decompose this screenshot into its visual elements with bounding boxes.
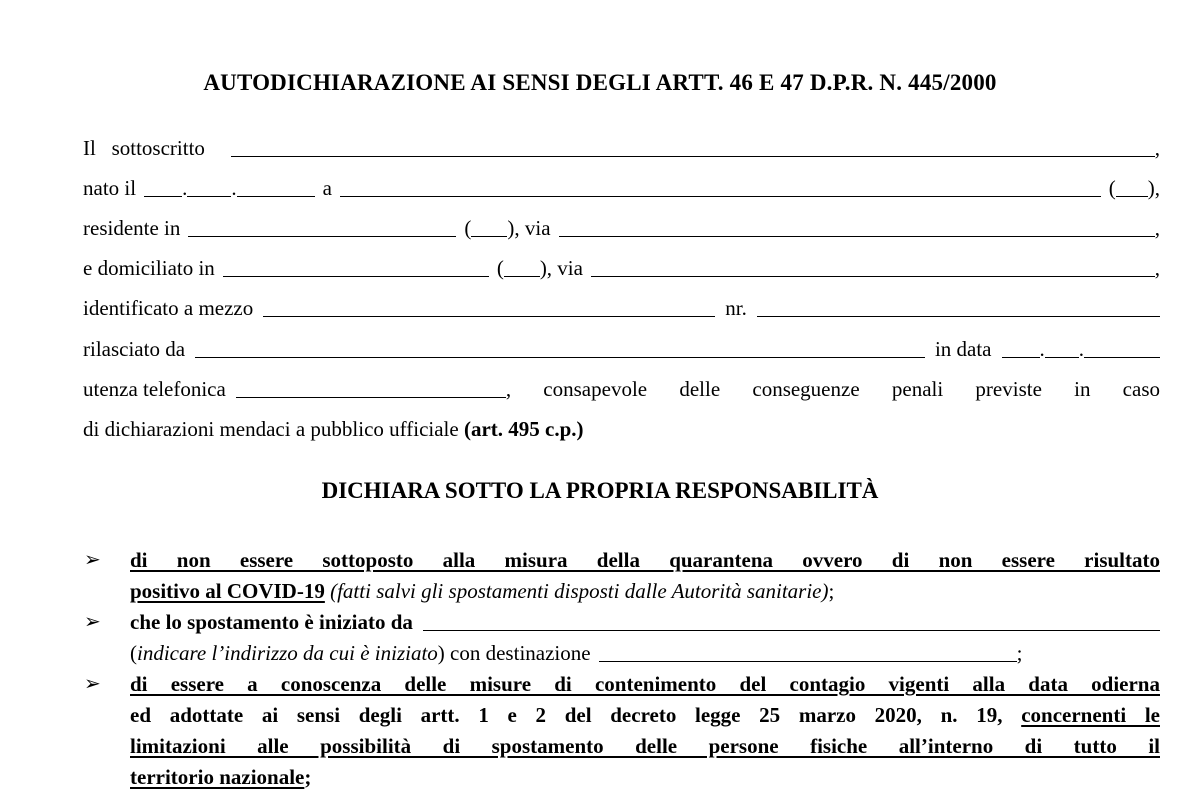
bullet-arrow-icon: ➢ [84,549,101,571]
declaration-heading: DICHIARA SOTTO LA PROPRIA RESPONSABILITÀ [321,478,879,503]
label-sottoscritto: Il sottoscritto [83,136,205,160]
punct: ; [304,765,312,789]
label-rilasciato-da: rilasciato da [83,337,186,361]
decl-quarantine-line1: di non essere sottoposto alla misura della quarantena ovvero di non essere risultato [130,548,1160,572]
dot: . [1078,337,1084,361]
sanitary-note: (fatti salvi gli spostamenti disposti dalle Autorità sanitarie) [330,579,829,603]
label-domiciliato-in: e domiciliato in [83,256,215,280]
decl-measures-line3: limitazioni alle possibilità di spostamento delle persone fisiche all’interno di tutto il [130,734,1160,758]
decl-departure-line2 [130,637,1160,669]
form-line-domicile [83,252,1160,284]
issuer-field[interactable] [195,335,925,358]
punct: ; [1016,641,1023,665]
birth-place-field[interactable] [340,174,1101,197]
address-hint: indicare l’indirizzo da cui è iniziato [137,641,438,665]
consequences-text: , consapevole delle conseguenze penali previste in caso [505,377,1160,401]
form-line-issued [83,333,1160,365]
article-ref: (art. 495 c.p.) [463,417,584,441]
form-line-mendaci [83,413,1160,445]
residence-city-field[interactable] [188,214,456,237]
dot: . [231,176,237,200]
label-via: ), via [539,256,583,280]
label-utenza: utenza telefonica [83,377,226,401]
form-line-birth [83,172,1160,204]
phone-field[interactable] [236,375,506,398]
decree-text: ed adottate ai sensi degli artt. 1 e 2 del decreto legge 25 marzo 2020, n. 19, [130,703,1003,727]
label-nato-il: nato il [83,176,137,200]
label-residente-in: residente in [83,216,181,240]
birth-day-field[interactable] [144,174,182,197]
territory-text: territorio nazionale [130,765,305,789]
label-nr: nr. [725,296,747,320]
form-line-id [83,292,1160,324]
dot: . [1039,337,1045,361]
issue-year-field[interactable] [1084,335,1160,358]
paren-close: ), [1147,176,1160,200]
document-title: AUTODICHIARAZIONE AI SENSI DEGLI ARTT. 46 E 47 D.P.R. N. 445/2000 [203,70,997,95]
domicile-street-field[interactable] [591,254,1155,277]
residence-province-field[interactable] [471,214,507,237]
departure-label: che lo spostamento è iniziato da [130,610,413,634]
birth-province-field[interactable] [1116,174,1148,197]
id-document-field[interactable] [263,294,715,317]
domicile-province-field[interactable] [504,254,540,277]
issue-month-field[interactable] [1045,335,1079,358]
destination-label: ) con destinazione [437,641,591,665]
decl-measures-line1: di essere a conoscenza delle misure di contenimento del contagio vigenti alla data odierna [130,672,1160,696]
departure-address-field[interactable] [423,608,1160,631]
name-field[interactable] [231,134,1155,157]
decl-quarantine-line2 [130,575,1160,607]
covid-text: positivo al COVID-19 [130,579,325,603]
punct: , [1154,256,1160,280]
decl-measures-line4 [130,761,1160,793]
punct: , [1154,136,1160,160]
punct: ; [828,579,835,603]
birth-year-field[interactable] [237,174,315,197]
decl-departure-line1 [130,606,1160,638]
id-number-field[interactable] [757,294,1160,317]
decl-measures-line2 [130,699,1160,731]
paren-open: ( [464,216,472,240]
domicile-city-field[interactable] [223,254,489,277]
bullet-arrow-icon: ➢ [84,673,101,695]
destination-field[interactable] [599,639,1017,662]
form-line-residence [83,212,1160,244]
form-line-name [83,132,1160,164]
issue-day-field[interactable] [1002,335,1040,358]
label-in-data: in data [934,337,992,361]
birth-month-field[interactable] [187,174,231,197]
paren-open: ( [1108,176,1116,200]
label-via: ), via [507,216,551,240]
paren-open: ( [130,641,137,665]
punct: , [1154,216,1160,240]
form-line-phone [83,373,1160,405]
mendaci-text: di dichiarazioni mendaci a pubblico ufficiale [83,417,459,441]
label-a: a [322,176,332,200]
bullet-arrow-icon: ➢ [84,611,101,633]
residence-street-field[interactable] [559,214,1155,237]
dot: . [182,176,188,200]
label-identificato: identificato a mezzo [83,296,254,320]
concerning-text: concernenti le [1021,703,1160,727]
paren-open: ( [496,256,504,280]
